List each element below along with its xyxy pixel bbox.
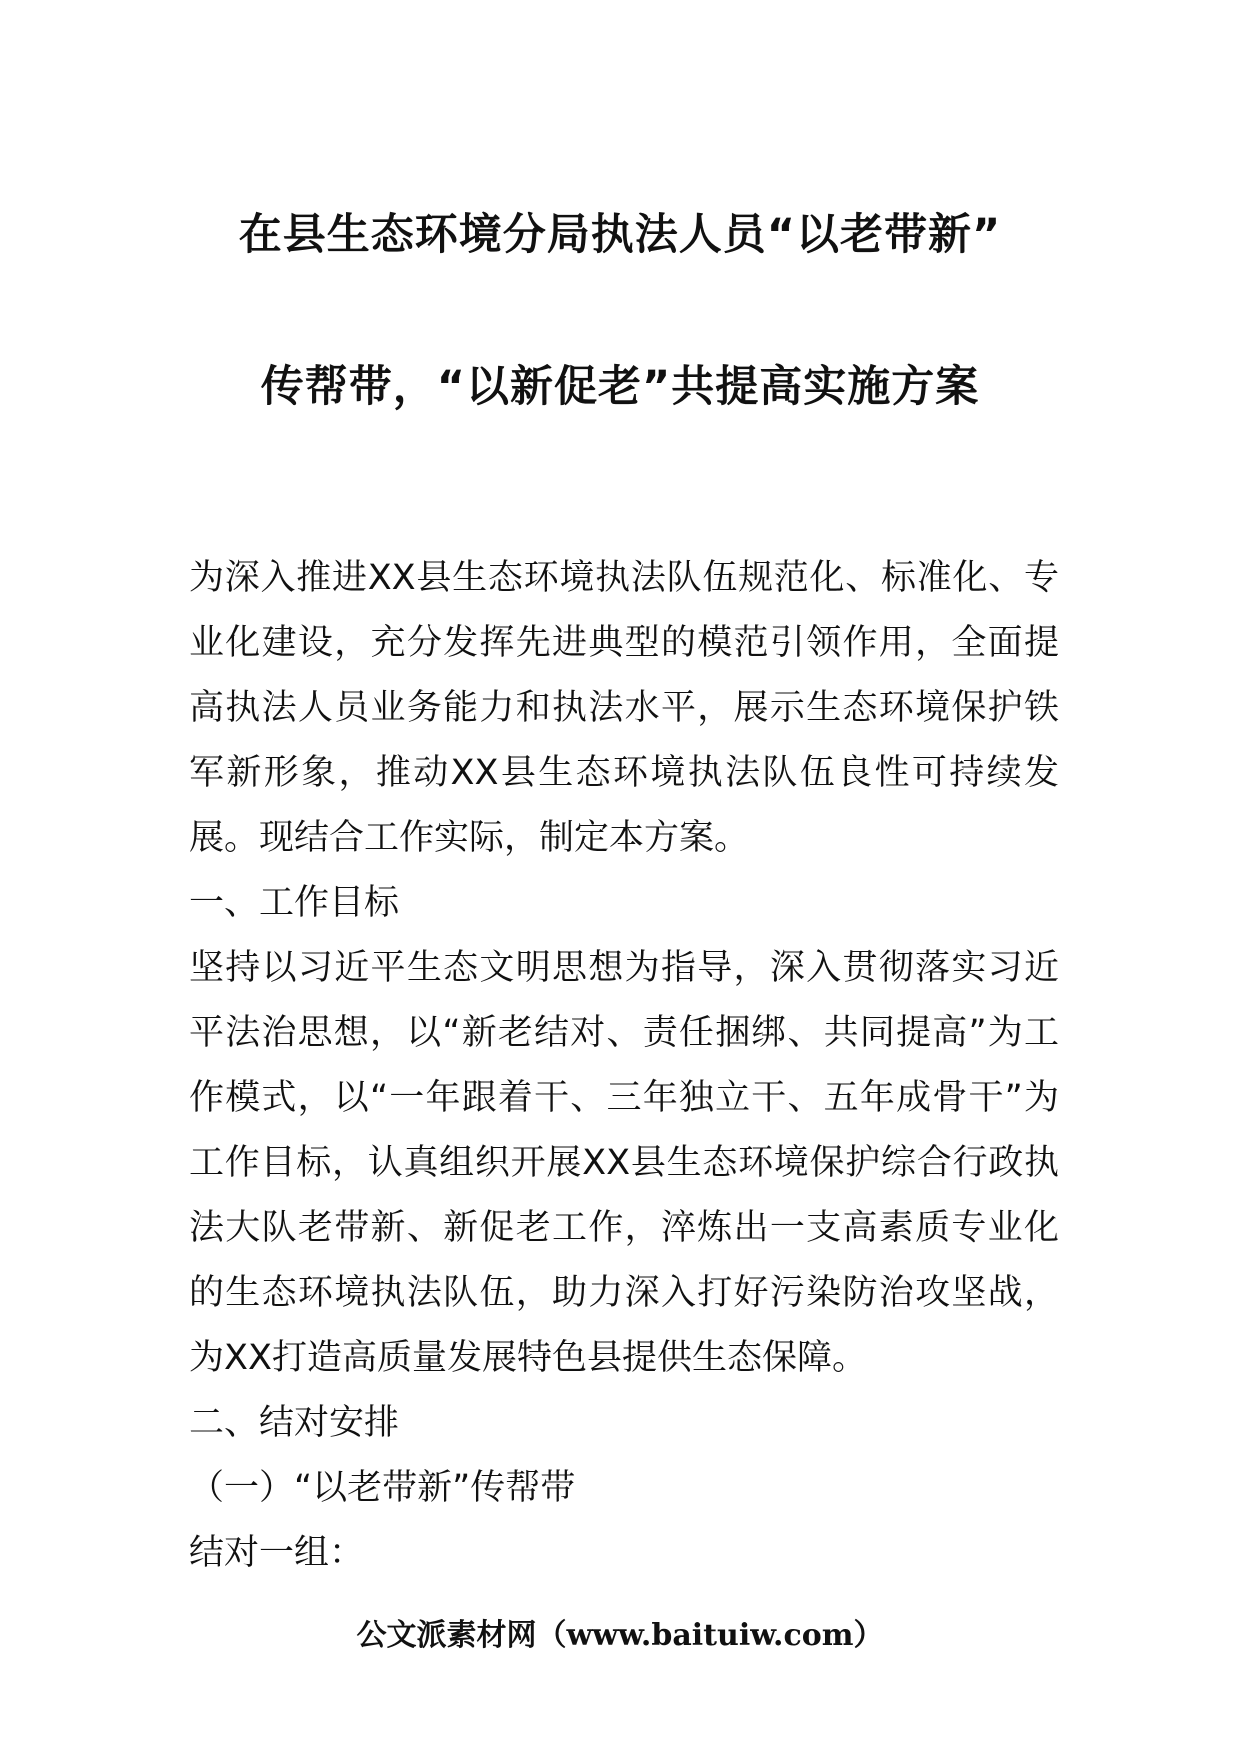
footer-watermark: 公文派素材网（www.baituiw.com）	[356, 1618, 884, 1653]
group-one-label: 结对一组：	[189, 1533, 365, 1573]
document-title-line-2: 传帮带，“以新促老”共提高实施方案	[260, 362, 980, 412]
intro-paragraph: 为深入推进XX县生态环境执法队伍规范化、标准化、专业化建设，充分发挥先进典型的模范引领作用，全面提高执法人员业务能力和执法水平，展示生态环境保护铁军新形象，推动XX县生态环境执法队伍良性可持续发展。现结合工作实际，制定本方案。	[189, 558, 1059, 858]
document-title-line-1: 在县生态环境分局执法人员“以老带新”	[238, 210, 1002, 260]
section-heading-pairing: 二、结对安排	[189, 1403, 400, 1443]
subsection-heading-mentoring: （一）“以老带新”传帮带	[189, 1468, 576, 1508]
section-heading-goals: 一、工作目标	[189, 883, 400, 923]
goals-paragraph: 坚持以习近平生态文明思想为指导，深入贯彻落实习近平法治思想，以“新老结对、责任捆绑、共同提高”为工作模式，以“一年跟着干、三年独立干、五年成骨干”为工作目标，认真组织开展XX县生态环境保护综合行政执法大队老带新、新促老工作，淬炼出一支高素质专业化的生态环境执法队伍，助力深入打好污染防治攻坚战，为XX打造高质量发展特色县提供生态保障。	[189, 948, 1059, 1378]
document-body	[189, 546, 1059, 1586]
